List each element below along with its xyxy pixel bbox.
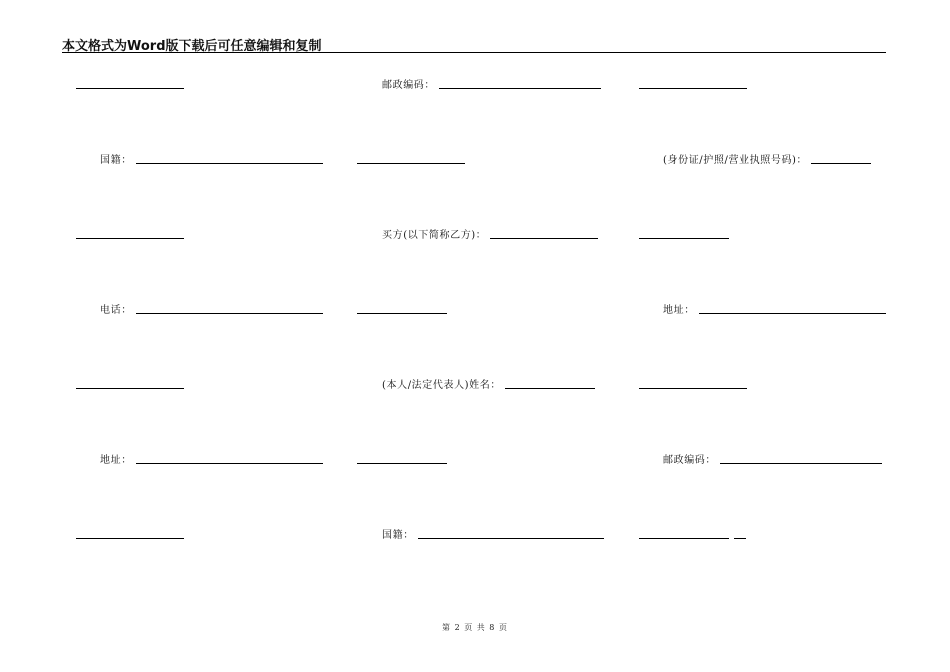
form-field	[100, 297, 323, 317]
form-field	[357, 297, 447, 317]
form-field	[382, 522, 604, 542]
field-label: 地址：	[663, 305, 695, 316]
form-field	[76, 222, 184, 242]
field-label: (身份证/护照/营业执照号码)：	[663, 155, 808, 166]
form-row	[0, 447, 950, 467]
form-field	[357, 447, 447, 467]
blank-line	[76, 538, 184, 539]
form-row	[0, 222, 950, 242]
form-field	[639, 72, 747, 92]
field-label: 邮政编码：	[382, 80, 435, 91]
document-header-title: 本文格式为Word版下载后可任意编辑和复制	[62, 39, 322, 54]
form-field	[382, 72, 601, 92]
field-label: 国籍：	[100, 155, 132, 166]
blank-line	[418, 538, 604, 539]
form-row	[0, 522, 950, 542]
blank-line	[136, 163, 323, 164]
form-field	[663, 447, 882, 467]
form-row	[0, 297, 950, 317]
form-field	[382, 372, 595, 392]
form-field	[663, 147, 871, 167]
form-row	[0, 372, 950, 392]
form-field	[100, 147, 323, 167]
form-field	[382, 222, 598, 242]
form-field	[357, 147, 465, 167]
blank-line	[639, 538, 729, 539]
form-field	[639, 372, 747, 392]
form-field	[76, 72, 184, 92]
blank-line	[811, 163, 871, 164]
blank-line	[639, 388, 747, 389]
field-label: 地址：	[100, 455, 132, 466]
blank-line	[699, 313, 886, 314]
blank-line	[357, 163, 465, 164]
form-row	[0, 72, 950, 92]
blank-line	[76, 238, 184, 239]
page-number: 第 2 页 共 8 页	[442, 623, 508, 632]
blank-line	[505, 388, 595, 389]
field-label: 电话：	[100, 305, 132, 316]
blank-line	[639, 238, 729, 239]
field-label: 国籍：	[382, 530, 414, 541]
form-field	[76, 372, 184, 392]
form-field	[639, 222, 729, 242]
form-field	[663, 297, 886, 317]
form-row	[0, 147, 950, 167]
blank-line	[136, 463, 323, 464]
blank-line	[720, 463, 882, 464]
blank-line	[76, 388, 184, 389]
form-field	[639, 522, 746, 542]
header-divider	[62, 52, 886, 53]
blank-line	[136, 313, 323, 314]
blank-line	[639, 88, 747, 89]
blank-line	[734, 538, 746, 539]
form-field	[100, 447, 323, 467]
blank-line	[76, 88, 184, 89]
blank-line	[357, 313, 447, 314]
blank-line	[357, 463, 447, 464]
blank-line	[439, 88, 601, 89]
blank-line	[490, 238, 598, 239]
form-field	[76, 522, 184, 542]
field-label: 邮政编码：	[663, 455, 716, 466]
field-label: 买方(以下简称乙方)：	[382, 230, 487, 241]
field-label: (本人/法定代表人)姓名：	[382, 380, 501, 391]
